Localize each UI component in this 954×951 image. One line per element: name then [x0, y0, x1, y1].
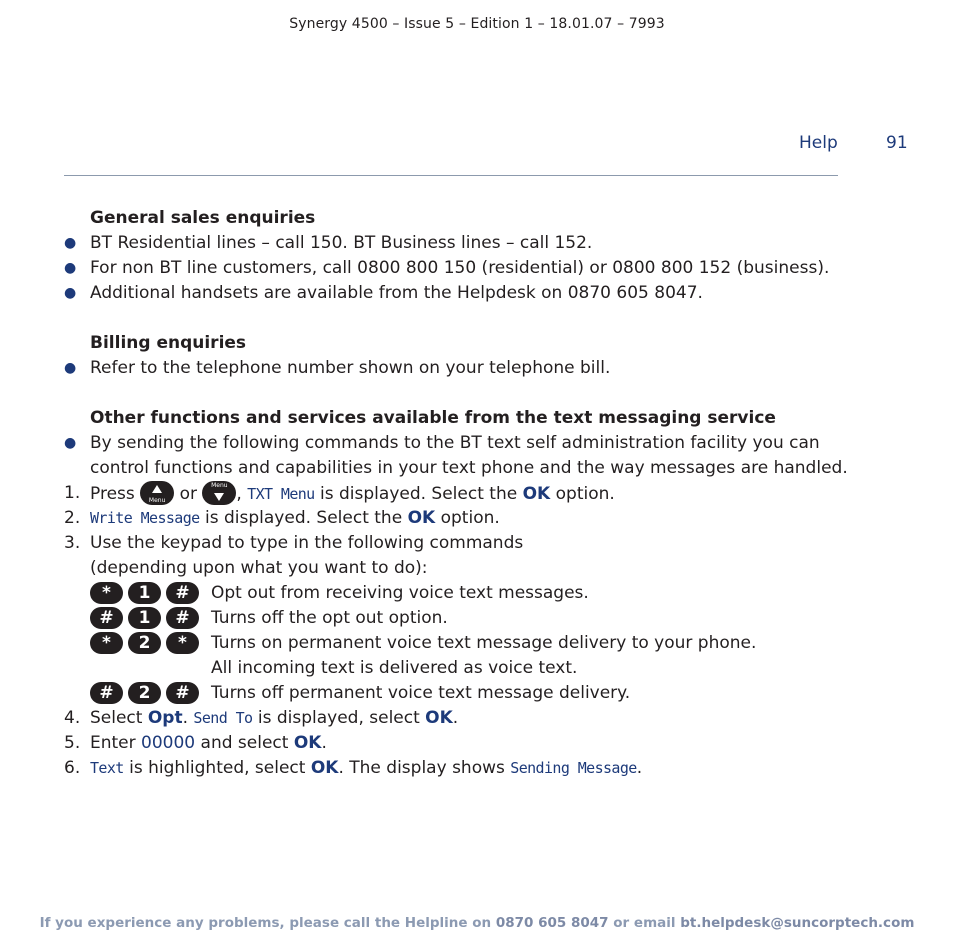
document-meta: Synergy 4500 – Issue 5 – Edition 1 – 18.01.07 – 7993 — [289, 16, 665, 32]
bullet-icon: ● — [64, 285, 77, 301]
ok-label: OK — [522, 484, 551, 504]
header-rule — [64, 175, 838, 176]
page-number: 91 — [886, 133, 908, 153]
hash-key-icon: # — [166, 582, 199, 604]
ok-label: OK — [425, 708, 453, 728]
display-text: Text — [90, 759, 124, 777]
display-text: Write Message — [90, 509, 200, 527]
star-key-icon: * — [166, 632, 199, 654]
other-heading: Other functions and services available from the text messaging service — [90, 408, 776, 428]
key-2-icon: 2 — [128, 682, 161, 704]
ok-label: OK — [407, 508, 436, 528]
display-text: Sending Message — [510, 759, 637, 777]
section-label: Help — [799, 133, 838, 153]
key-1-icon: 1 — [128, 582, 161, 604]
bullet-icon: ● — [64, 260, 77, 276]
menu-up-button-icon: Menu — [140, 481, 174, 505]
bullet-icon: ● — [64, 235, 77, 251]
helpdesk-email: bt.helpdesk@suncorptech.com — [680, 915, 915, 931]
footer-helpline: If you experience any problems, please call the Helpline on 0870 605 8047 or email bt.helpdesk@suncorptech.com — [39, 915, 915, 931]
hash-key-icon: # — [166, 607, 199, 629]
hash-key-icon: # — [90, 607, 123, 629]
ok-label: OK — [293, 733, 322, 753]
display-text: Send To — [193, 709, 253, 727]
opt-label: Opt — [147, 708, 183, 728]
number-value: 00000 — [141, 733, 196, 753]
key-2-icon: 2 — [128, 632, 161, 654]
ok-label: OK — [310, 758, 339, 778]
billing-heading: Billing enquiries — [90, 333, 247, 353]
star-key-icon: * — [90, 632, 123, 654]
bullet-icon: ● — [64, 360, 77, 376]
star-key-icon: * — [90, 582, 123, 604]
display-text: TXT Menu — [247, 485, 315, 503]
hash-key-icon: # — [90, 682, 123, 704]
hash-key-icon: # — [166, 682, 199, 704]
key-1-icon: 1 — [128, 607, 161, 629]
bullet-icon: ● — [64, 435, 77, 451]
helpline-phone: 0870 605 8047 — [495, 915, 609, 931]
sales-heading: General sales enquiries — [90, 208, 316, 228]
menu-down-button-icon: Menu — [202, 481, 236, 505]
